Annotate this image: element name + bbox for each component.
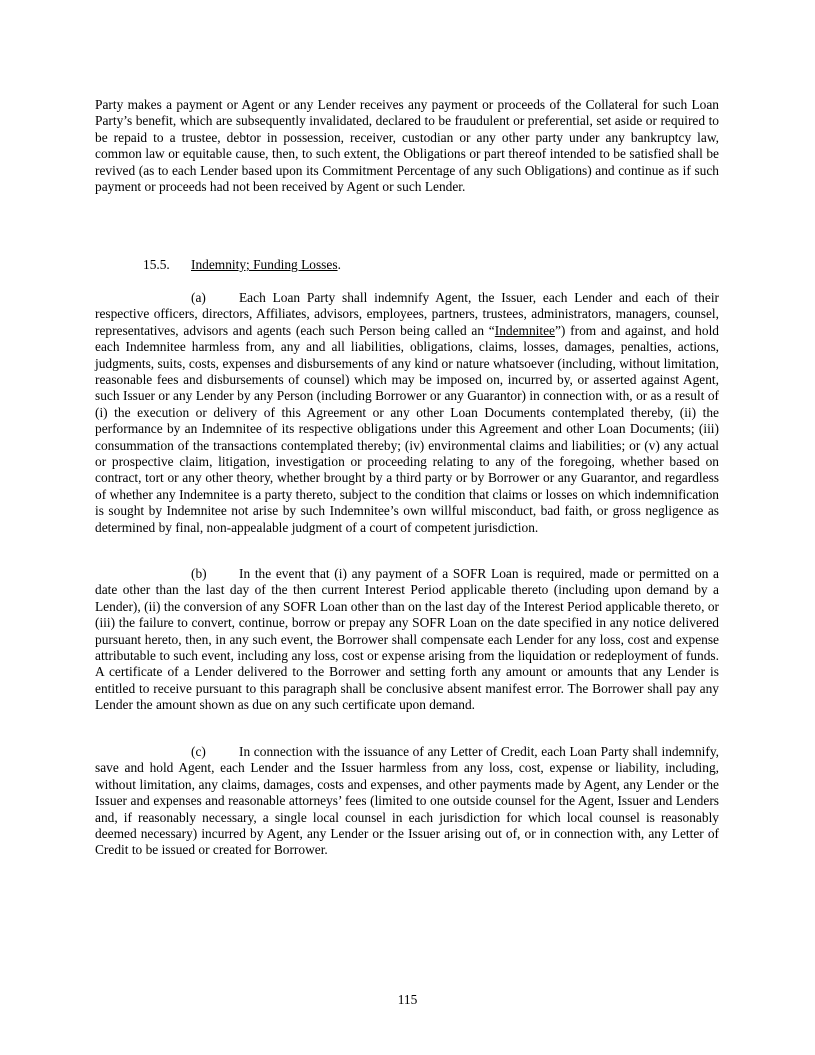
paragraph-a-text-before-term: Each Loan Party shall indemnify Agent, the Issuer, each Lender and each of their respective officers, directors, Affiliates, advisors, employees, partners, trustees, administrators, managers, counsel, representatives, advisors and agents (each such Person being called an “ — [95, 290, 719, 338]
paragraph-b — [95, 566, 719, 714]
section-heading — [143, 257, 341, 273]
page-number: 115 — [397, 992, 418, 1007]
paragraph-b-label: (b) — [191, 566, 207, 581]
section-title-suffix: . — [337, 257, 341, 272]
paragraph-a-label: (a) — [191, 290, 206, 305]
paragraph-c-label: (c) — [191, 744, 206, 759]
paragraph-a — [95, 290, 719, 536]
section-title: Indemnity; Funding Losses — [191, 257, 338, 272]
defined-term-indemnitee: Indemnitee — [494, 322, 555, 338]
paragraph-a-text-after-term: ”) from and against, and hold each Indemnitee harmless from, any and all liabilities, obligations, claims, losses, damages, penalties, actions, judgments, suits, costs, expenses and disbursements of any kind or nature whatsoever (including, without limitation, reasonable fees and disbursements of counsel) which may be imposed on, incurred by, or asserted against Agent, such Issuer or any Lender by any Person (including Borrower or any Guarantor) in connection with, or as a result of (i) the execution or delivery of this Agreement or any other Loan Documents contemplated thereby, (ii) the performance by an Indemnitee of its respective obligations under this Agreement and other Loan Documents; (iii) consummation of the transactions contemplated thereby; (iv) environmental claims and liabilities; or (v) any actual or prospective claim, litigation, investigation or proceeding relating to any of the foregoing, whether based on contract, tort or any other theory, whether brought by a third party or by Borrower or any Guarantor, and regardless of whether any Indemnitee is a party thereto, subject to the condition that claims or losses on which indemnification is sought by Indemnitee not arise by such Indemnitee’s own willful misconduct, bad faith, or gross negligence as determined by final, non-appealable judgment of a court of competent jurisdiction. — [95, 322, 719, 535]
paragraph-c-text: In connection with the issuance of any Letter of Credit, each Loan Party shall indemnify, save and hold Agent, each Lender and the Issuer harmless from any loss, cost, expense or liability, including, without limitation, any claims, damages, costs and expenses, and other payments made by Agent, any Lender or the Issuer and expenses and reasonable attorneys’ fees (limited to one outside counsel for the Agent, Issuer and Lenders and, if reasonably necessary, a single local counsel in each jurisdiction for which local counsel is reasonably deemed necessary) incurred by Agent, any Lender or the Issuer arising out of, or in connection with, any Letter of Credit to be issued or created for Borrower. — [95, 744, 719, 858]
paragraph-c — [95, 744, 719, 859]
continuation-paragraph: Party makes a payment or Agent or any Lender receives any payment or proceeds of the Collateral for such Loan Party’s benefit, which are subsequently invalidated, declared to be fraudulent or preferential, set aside or required to be repaid to a trustee, debtor in possession, receiver, custodian or any other party under any bankruptcy law, common law or equitable cause, then, to such extent, the Obligations or part thereof intended to be satisfied shall be revived (as to each Lender based upon its Commitment Percentage of any such Obligations) and continue as if such payment or proceeds had not been received by Agent or such Lender. — [95, 97, 719, 195]
paragraph-b-text: In the event that (i) any payment of a SOFR Loan is required, made or permitted on a date other than the last day of the then current Interest Period applicable thereto (including upon demand by a Lender), (ii) the conversion of any SOFR Loan other than on the last day of the Interest Period applicable thereto, or (iii) the failure to convert, continue, borrow or prepay any SOFR Loan on the date specified in any notice delivered pursuant hereto, then, in any such event, the Borrower shall compensate each Lender for any loss, cost and expense attributable to such event, including any loss, cost or expense arising from the liquidation or redeployment of funds. A certificate of a Lender delivered to the Borrower and setting forth any amount or amounts that any Lender is entitled to receive pursuant to this paragraph shall be conclusive absent manifest error. The Borrower shall pay any Lender the amount shown as due on any such certificate upon demand. — [95, 566, 719, 713]
section-number: 15.5. — [143, 257, 170, 272]
